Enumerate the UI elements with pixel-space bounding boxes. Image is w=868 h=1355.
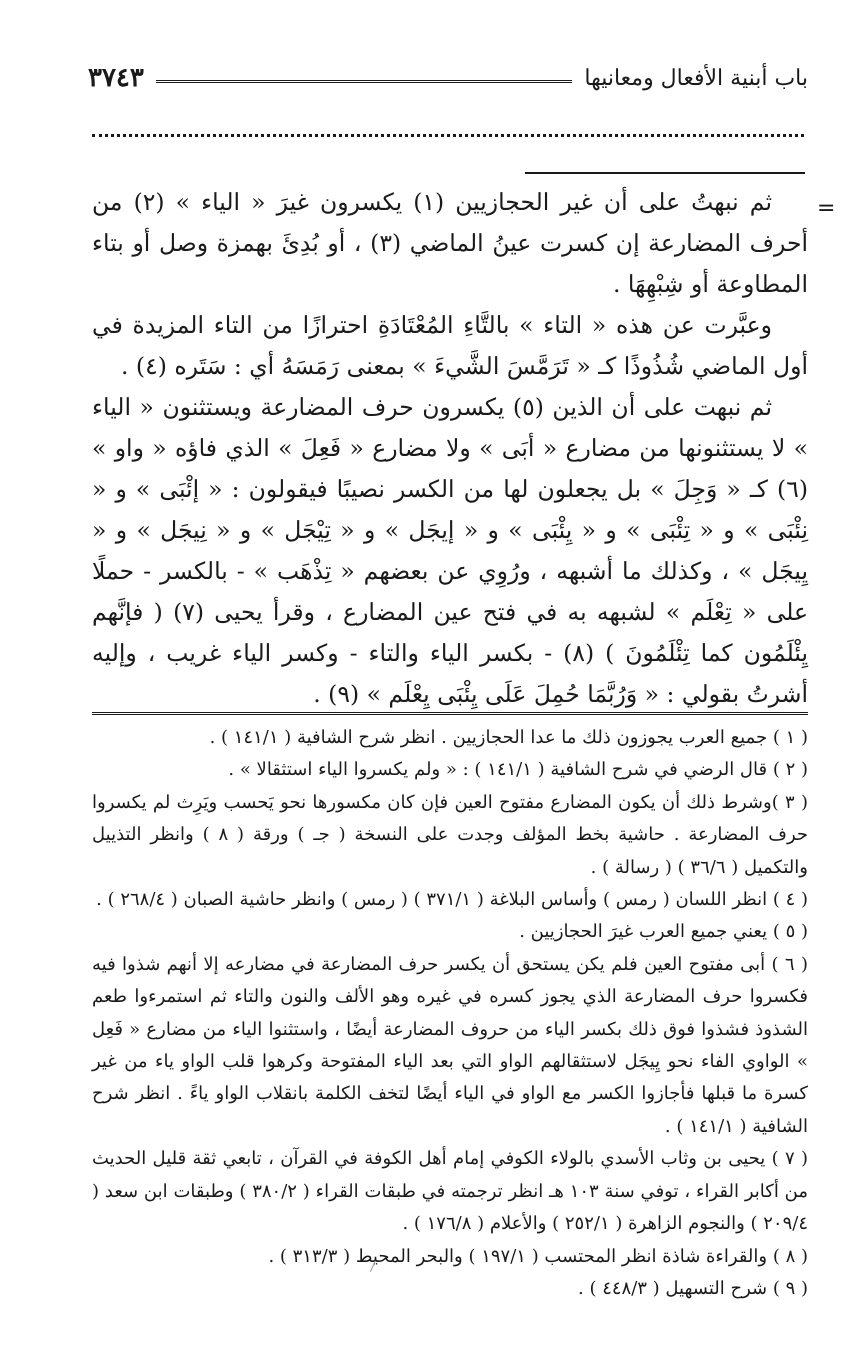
dotted-separator [92, 134, 804, 137]
footnotes [92, 722, 808, 1305]
footnote: ( ٨ ) والقراءة شاذة انظر المحتسب ( ١٩٧/١ ) والبحر المحيط ( ٣١٣/٣ ) . [268, 1245, 808, 1267]
footnote: ( ٧ ) يحيى بن وثاب الأسدي بالولاء الكوفي إمام أهل الكوفة في القرآن ، تابعي ثقة قليل الحديث من أكابر القراء ، توفي سنة ١٠٣ هـ انظر ترجمته في طبقات القراء ( ٣٨٠/٢ ) وطبقات ابن سعد ( ٢٠٩/٤ ) والنجوم الزاهرة ( ٢٥٢/١ ) والأعلام ( ١٧٦/٨ ) . [92, 1148, 809, 1235]
paragraph: وعبَّرت عن هذه « التاء » بالتَّاءِ المُعْتَادَةِ احترازًا من التاء المزيدة في أول الماضي شُذُوذًا كـ « تَرَمَّسَ الشَّيءَ » بمعنى رَمَسَهُ أي : سَتَره (٤) . [92, 311, 808, 380]
footnote-separator [92, 712, 808, 715]
header-rule [156, 80, 573, 83]
main-text [92, 182, 808, 715]
continuation-mark: = [817, 196, 836, 221]
running-header [88, 58, 808, 98]
page-number: ٣٧٤٣ [88, 63, 144, 93]
footnote: ( ٦ ) أبى مفتوح العين فلم يكن يستحق أن يكسر حرف المضارعة في مضارعه إلا أنهم شذوا فيه فكسروا حرف المضارعة الذي يجوز كسره في غيره وهو الألف والنون والتاء ثم استمرءوا طعم الشذوذ فشذوا فوق ذلك بكسر الياء من حروف المضارعة أيضًا ، واستثنوا الياء من مضارع « فَعِل » الواوي الفاء نحو يِيجَل لاستثقالهم الواو التي بعد الياء المفتوحة وكرهوا قلب الواو ياء من غير كسرة ما قبلها فأجازوا الكسر مع الواو في الياء أيضًا لتخف الكلمة بانقلاب الواو ياءً . انظر شرح الشافية ( ١٤١/١ ) . [92, 953, 808, 1137]
text-start-rule [525, 172, 805, 174]
footnote: ( ٤ ) انظر اللسان ( رمس ) وأساس البلاغة ( ٣٧١/١ ) ( رمس ) وانظر حاشية الصبان ( ٢٦٨/٤ ) . [96, 889, 808, 911]
footnote: ( ٥ ) يعني جميع العرب غيرَ الحجازيين . [519, 921, 808, 943]
paragraph: ثم نبهت على أن الذين (٥) يكسرون حرف المضارعة ويستثنون « الياء » لا يستثنونها من مضارع « أبَى » ولا مضارع « فَعِلَ » الذي فاؤه « واو » (٦) كـ « وَجِلَ » بل يجعلون لها من الكسر نصيبًا فيقولون : « إئْبَى » و « نِئْبَى » و « تِئْبَى » و « يِئْبَى » و « إيجَل » و « تِيْجَل » و « نِيجَل » و « يِيجَل » ، وكذلك ما أشبهه ، ورُوِي عن بعضهم « تِذْهَب » - بالكسر - حملًا على « تِعْلَم » لشبهه به في فتح عين المضارع ، وقرأ يحيى (٧) ( فإنَّهم يِئْلَمُون كما تِئْلَمُونَ ) (٨) - بكسر الياء والتاء - وكسر الياء غريب ، وإليه أشرتُ بقولي : « وَرُبَّمَا حُمِلَ عَلَى يِئْبَى يِعْلَم » (٩) . [92, 393, 808, 708]
footnote: ( ٢ ) قال الرضي في شرح الشافية ( ١٤١/١ ) : « ولم يكسروا الياء استثقالا » . [228, 759, 808, 781]
chapter-title: باب أبنية الأفعال ومعانيها [584, 65, 808, 91]
footnote: ( ٣ )وشرط ذلك أن يكون المضارع مفتوح العين فإن كان مكسورها نحو يَحسب ويَرِث لم يكسروا حرف المضارعة . حاشية بخط المؤلف وجدت على النسخة ( جـ ) ورقة ( ٨ ) وانظر التذييل والتكميل ( ٣٦/٦ ) ( رسالة ) . [92, 791, 808, 878]
footnote: ( ١ ) جميع العرب يجوزون ذلك ما عدا الحجازيين . انظر شرح الشافية ( ١٤١/١ ) . [209, 727, 808, 748]
paragraph: ثم نبهتُ على أن غير الحجازيين (١) يكسرون غيرَ « الياء » (٢) من أحرف المضارعة إن كسرت عينُ الماضي (٣) ، أو بُدِئَ بهمزة وصل أو بتاء المطاوعة أو شِبْهِهَا . [92, 188, 809, 298]
footnote: ( ٩ ) شرح التسهيل ( ٤٤٨/٣ ) . [578, 1277, 808, 1299]
